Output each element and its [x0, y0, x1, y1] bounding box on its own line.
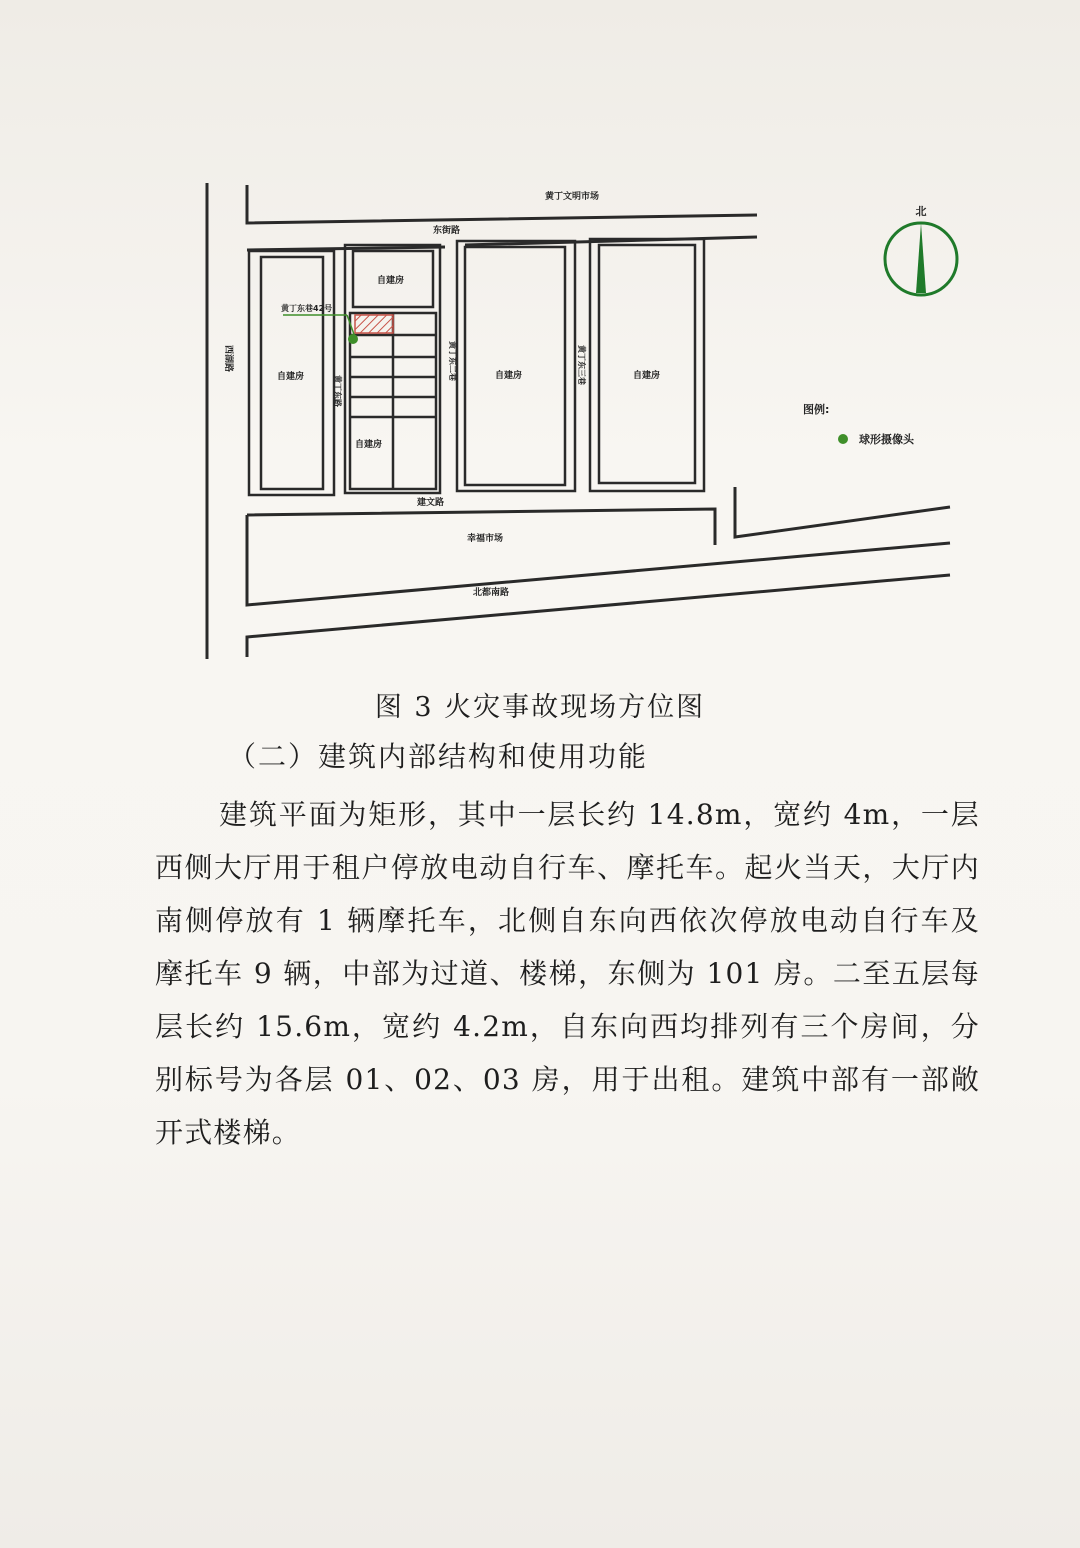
north-label: 北 — [915, 205, 927, 218]
building-blocks — [249, 239, 704, 495]
legend-camera-icon — [838, 434, 848, 444]
block3-label: 自建房 — [495, 371, 523, 381]
bottom-road-label: 建文路 — [417, 498, 445, 508]
block2-top-label: 自建房 — [377, 276, 405, 286]
bottom-street-label: 北都南路 — [473, 588, 510, 598]
block2-bottom-label: 自建房 — [355, 440, 383, 450]
market-label: 幸福市场 — [467, 534, 504, 544]
section-heading: （二）建筑内部结构和使用功能 — [228, 740, 649, 773]
lane-b-label: 黄丁东二巷 — [448, 341, 457, 381]
small-road-label: 东街路 — [433, 226, 461, 236]
block-4 — [590, 239, 704, 491]
block1-label: 自建房 — [277, 372, 305, 382]
legend-camera-label: 球形摄像头 — [859, 433, 914, 446]
compass-icon — [885, 205, 957, 295]
lane-a-label: 黄丁东路 — [333, 375, 342, 407]
fire-building-marker — [355, 315, 393, 333]
site-location-map — [195, 175, 975, 665]
left-road-label: 西湖路 — [223, 345, 233, 373]
road-lines — [207, 183, 950, 659]
legend-title: 图例: — [803, 403, 830, 416]
camera-marker — [348, 334, 358, 344]
block4-label: 自建房 — [633, 371, 661, 381]
body-paragraph: 建筑平面为矩形，其中一层长约 14.8m，宽约 4m，一层西侧大厅用于租户停放电动自行车、摩托车。起火当天，大厅内南侧停放有 1 辆摩托车，北侧自东向西依次停放电动自行车及摩托车 9 辆，中部为过道、楼梯，东侧为 101 房。二至五层每层长约 15.6m，宽约 4.2m，自东向西均排列有三个房间，分别标号为各层 01、02、03 房，用于出租。建筑中部有一部敞开式楼梯。 — [155, 798, 980, 1149]
block-3 — [457, 241, 575, 491]
top-street-label: 黄丁文明市场 — [545, 192, 600, 202]
lane-c-label: 黄丁东三巷 — [577, 345, 586, 385]
figure-caption: 图 3 火灾事故现场方位图 — [374, 692, 706, 723]
building-tag-label: 黄丁东巷42号 — [281, 304, 333, 313]
